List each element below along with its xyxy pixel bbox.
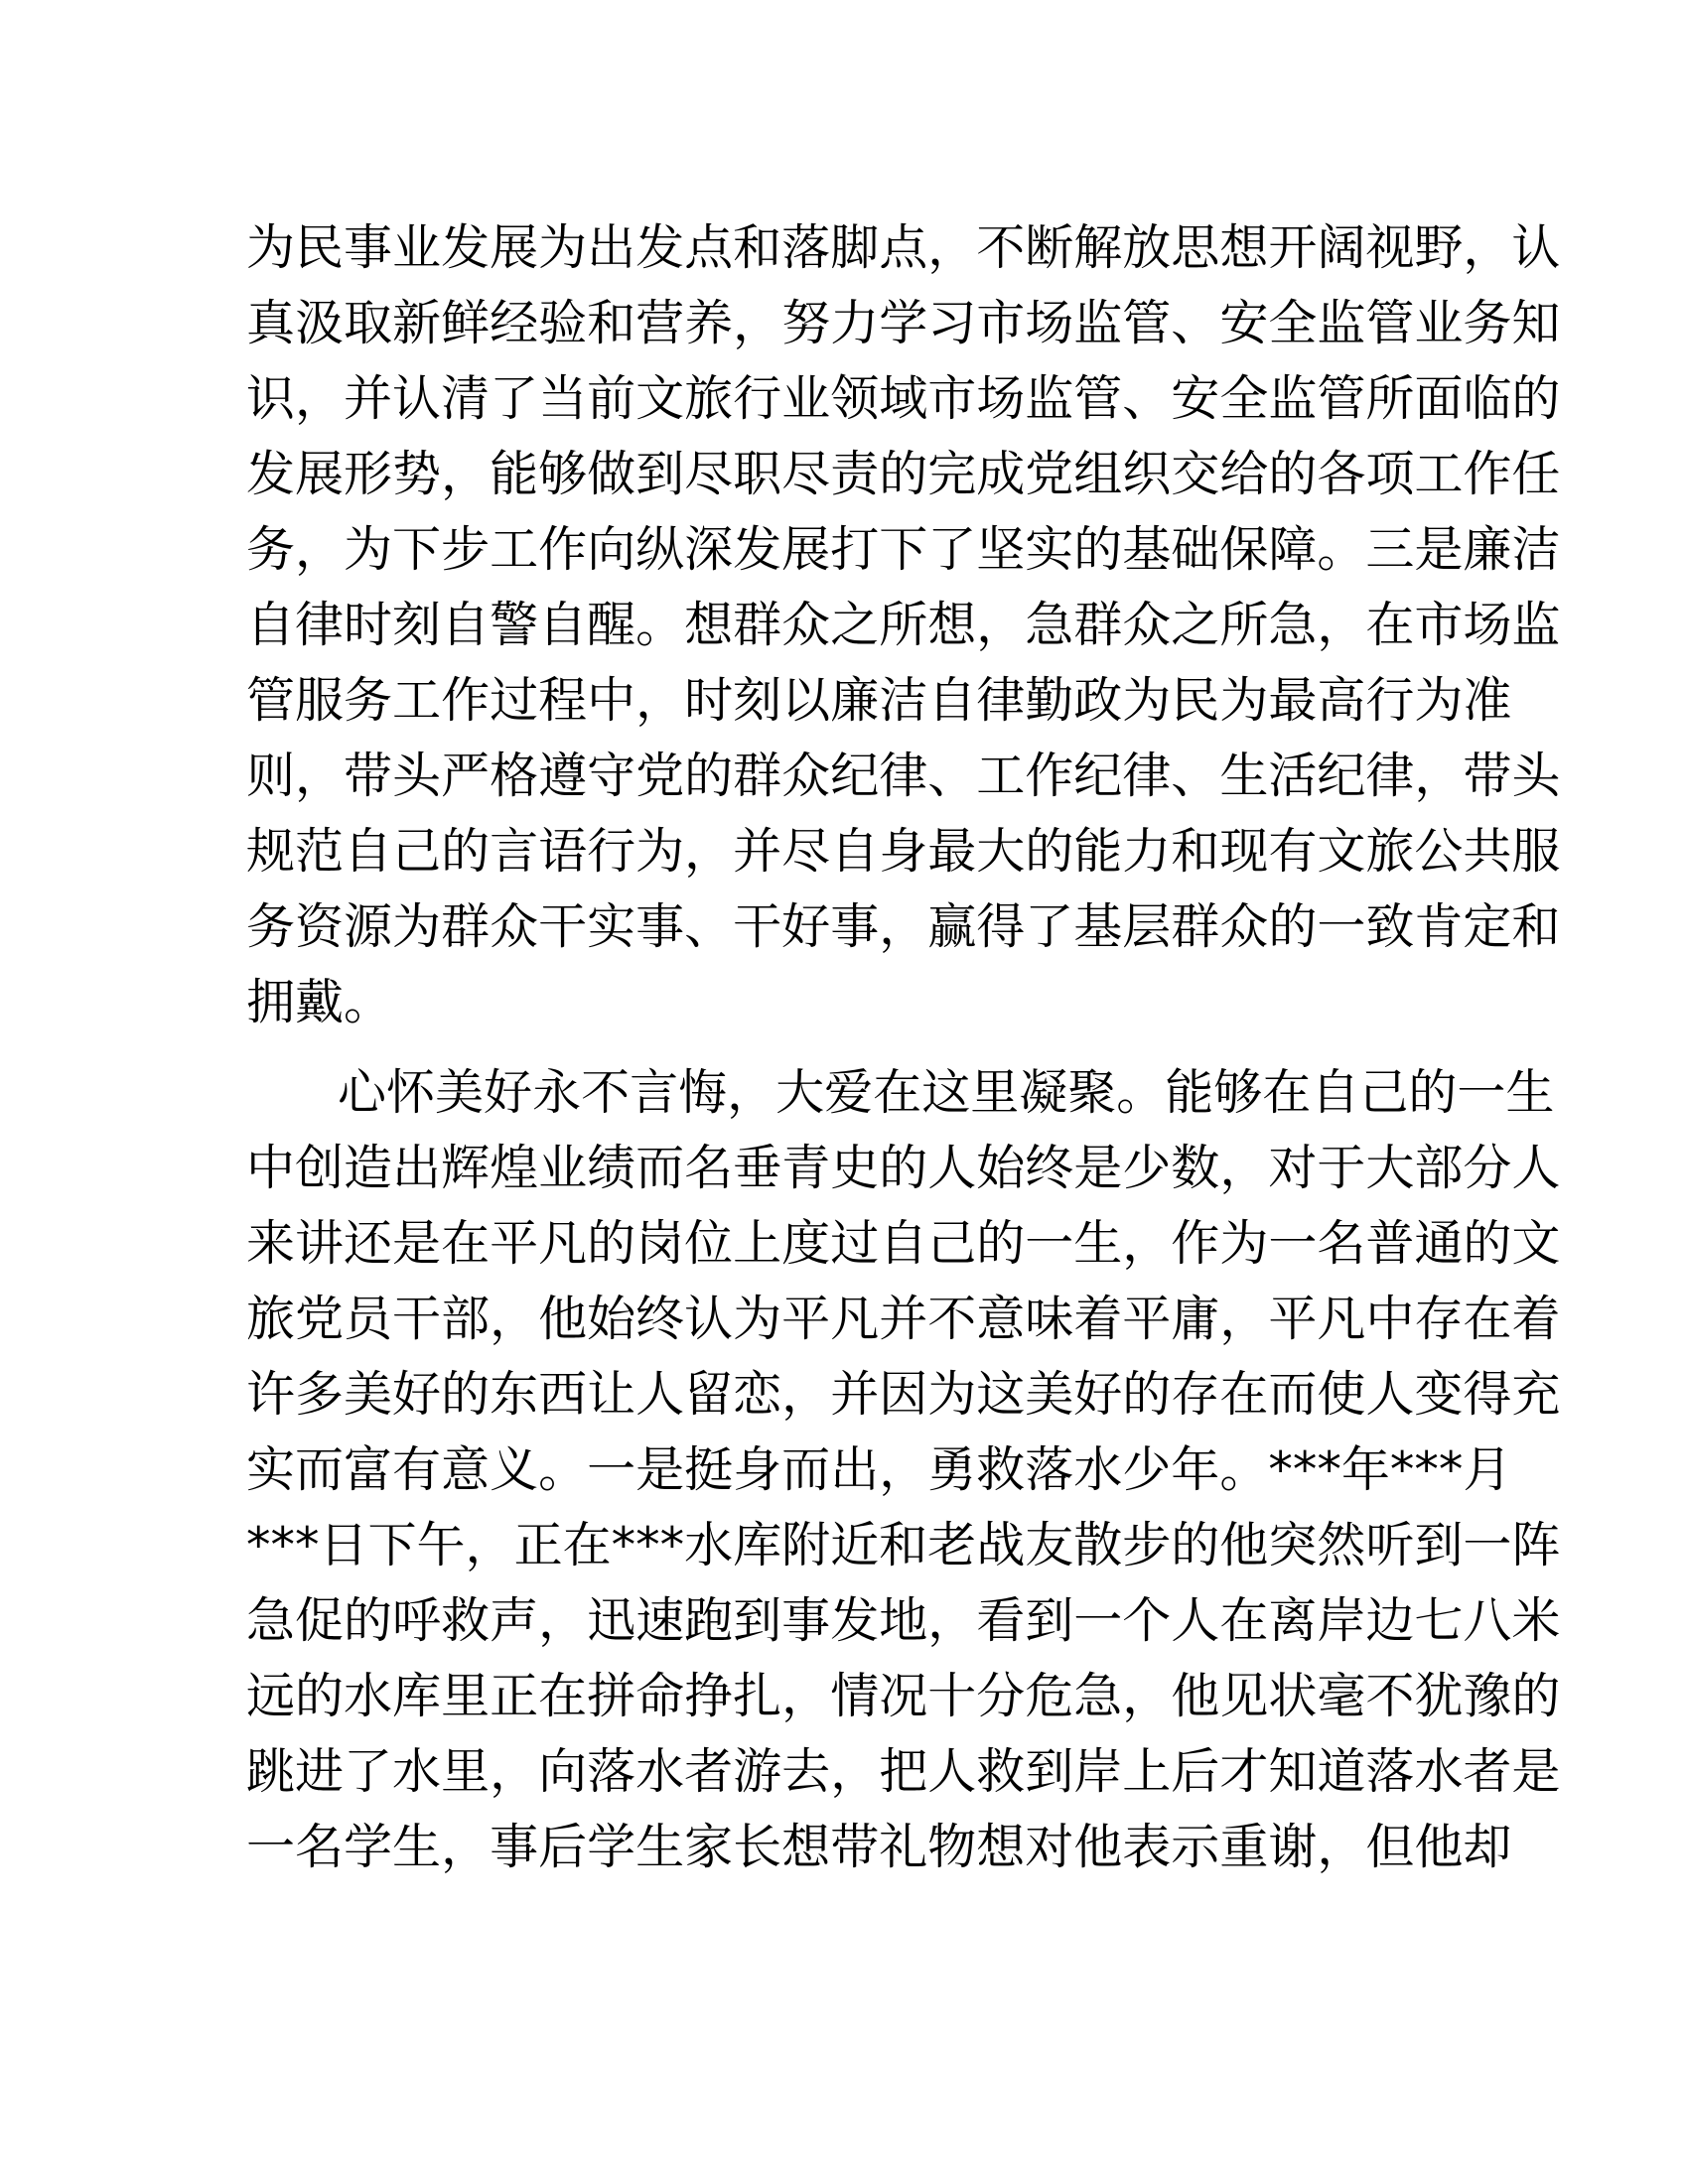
text-line: 远 的 水 库 里 正 在 拼 命 挣 扎 ， 情 况 十 分 危 急 ， 他 见 状 毫 不 犹 豫 的 <box>246 1668 1561 1724</box>
paragraph-2 <box>246 1055 1561 1885</box>
text-line: 识 ， 并 认 清 了 当 前 文 旅 行 业 领 域 市 场 监 管 、 安 全 监 管 所 面 临 的 <box>246 370 1561 427</box>
text-line: 发 展 形 势 ， 能 够 做 到 尽 职 尽 责 的 完 成 党 组 织 交 给 的 各 项 工 作 任 <box>246 446 1561 502</box>
text-line: 中 创 造 出 辉 煌 业 绩 而 名 垂 青 史 的 人 始 终 是 少 数 ， 对 于 大 部 分 人 <box>246 1140 1561 1196</box>
text-line: 管 服 务 工 作 过 程 中 ， 时 刻 以 廉 洁 自 律 勤 政 为 民 为 最 高 行 为 准 <box>246 672 1512 729</box>
text-line: 来 讲 还 是 在 平 凡 的 岗 位 上 度 过 自 己 的 一 生 ， 作 为 一 名 普 通 的 文 <box>246 1215 1561 1272</box>
text-line: 旅 党 员 干 部 ， 他 始 终 认 为 平 凡 并 不 意 味 着 平 庸 ， 平 凡 中 存 在 着 <box>246 1291 1561 1347</box>
text-line: 跳 进 了 水 里 ， 向 落 水 者 游 去 ， 把 人 救 到 岸 上 后 才 知 道 落 水 者 是 <box>246 1743 1561 1800</box>
text-line: 一 名 学 生 ， 事 后 学 生 家 长 想 带 礼 物 想 对 他 表 示 重 谢 ， 但 他 却 <box>246 1819 1512 1875</box>
text-line: 务 ， 为 下 步 工 作 向 纵 深 发 展 打 下 了 坚 实 的 基 础 保 障 。 三 是 廉 洁 <box>246 521 1561 578</box>
text-line: * * * 日 下 午 ， 正 在 * * * 水 库 附 近 和 老 战 友 散 步 的 他 突 然 听 到 一 阵 <box>246 1517 1561 1573</box>
text-line: 自 律 时 刻 自 警 自 醒 。 想 群 众 之 所 想 ， 急 群 众 之 所 急 ， 在 市 场 监 <box>246 597 1561 653</box>
text-line: 真 汲 取 新 鲜 经 验 和 营 养 ， 努 力 学 习 市 场 监 管 、 安 全 监 管 业 务 知 <box>246 295 1561 351</box>
text-line: 实 而 富 有 意 义 。 一 是 挺 身 而 出 ， 勇 救 落 水 少 年 。 * * * 年 * * * 月 <box>246 1441 1512 1498</box>
text-line: 务 资 源 为 群 众 干 实 事 、 干 好 事 ， 赢 得 了 基 层 群 众 的 一 致 肯 定 和 <box>246 898 1561 955</box>
text-line: 拥戴。 <box>246 974 393 1030</box>
text-line: 许 多 美 好 的 东 西 让 人 留 恋 ， 并 因 为 这 美 好 的 存 在 而 使 人 变 得 充 <box>246 1366 1561 1423</box>
paragraph-1 <box>246 210 1561 1040</box>
text-line: 为 民 事 业 发 展 为 出 发 点 和 落 脚 点 ， 不 断 解 放 思 想 开 阔 视 野 ， 认 <box>246 219 1561 276</box>
text-line: 急 促 的 呼 救 声 ， 迅 速 跑 到 事 发 地 ， 看 到 一 个 人 在 离 岸 边 七 八 米 <box>246 1592 1561 1649</box>
text-line: 则 ， 带 头 严 格 遵 守 党 的 群 众 纪 律 、 工 作 纪 律 、 生 活 纪 律 ， 带 头 <box>246 748 1561 804</box>
text-line: 规 范 自 己 的 言 语 行 为 ， 并 尽 自 身 最 大 的 能 力 和 现 有 文 旅 公 共 服 <box>246 823 1561 880</box>
text-line: 心 怀 美 好 永 不 言 悔 ， 大 爱 在 这 里 凝 聚 。 能 够 在 自 己 的 一 生 <box>338 1064 1555 1121</box>
